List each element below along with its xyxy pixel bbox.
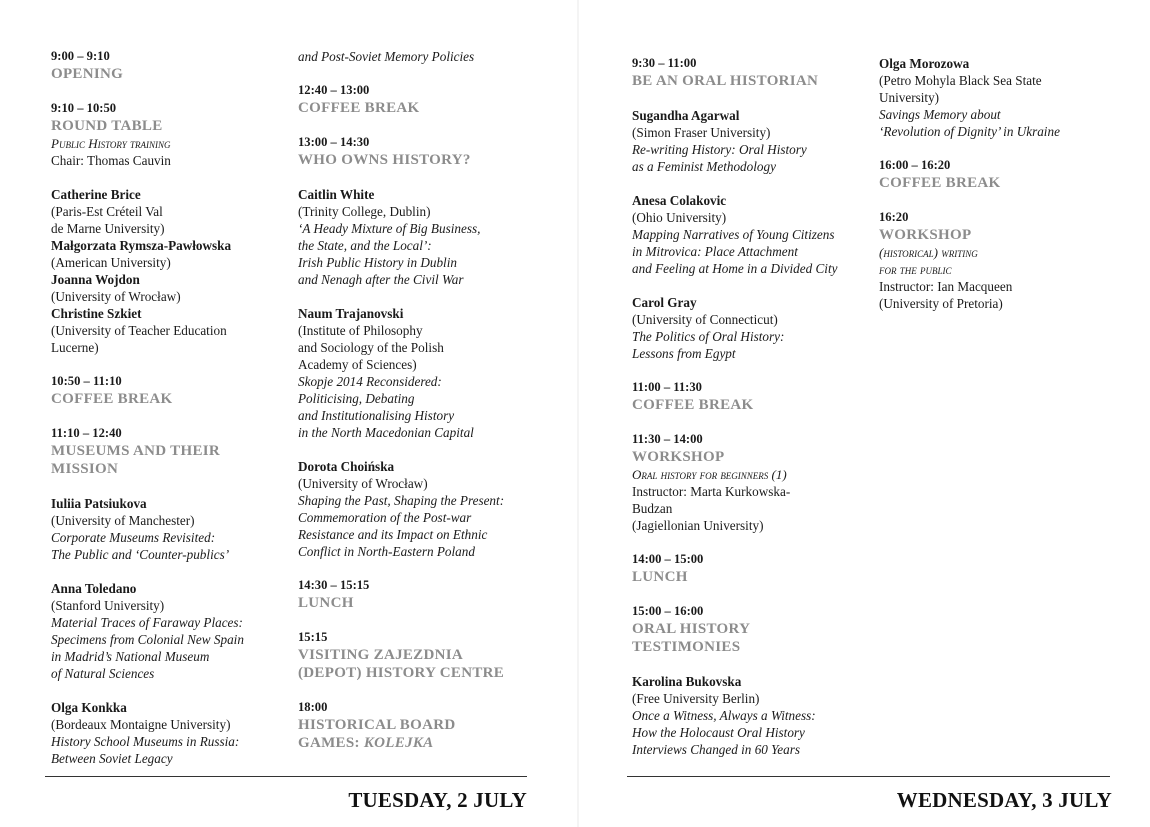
session-time: 16:00 – 16:20 bbox=[879, 158, 951, 172]
speaker-affiliation: (Simon Fraser University) bbox=[632, 125, 771, 140]
speaker-affiliation: (Petro Mohyla Black Sea State University) bbox=[879, 73, 1042, 105]
session-time: 11:30 – 14:00 bbox=[632, 432, 703, 446]
session-subtitle: Oral history for beginners (1) bbox=[632, 467, 787, 482]
session-title: OPENING bbox=[51, 66, 124, 82]
session-title: HISTORICAL BOARD GAMES: KOLEJKA bbox=[298, 717, 456, 751]
speaker-name: Catherine Brice bbox=[51, 187, 141, 202]
session-time: 9:30 – 11:00 bbox=[632, 56, 697, 70]
paper-title: Once a Witness, Always a Witness: How the Holocaust Oral History Interviews Changed in 60 Years bbox=[632, 708, 816, 757]
coffee-break bbox=[298, 82, 530, 117]
speaker-name: Christine Szkiet bbox=[51, 306, 142, 321]
speaker-affiliation: (University of Wrocław) bbox=[51, 289, 181, 304]
session-time: 14:30 – 15:15 bbox=[298, 578, 370, 592]
talk bbox=[298, 186, 530, 288]
speaker-affiliation: (University of Manchester) bbox=[51, 513, 195, 528]
session-time: 15:00 – 16:00 bbox=[632, 604, 704, 618]
wednesday-page bbox=[579, 0, 1150, 827]
session-title: ORAL HISTORY TESTIMONIES bbox=[632, 621, 751, 655]
talk bbox=[879, 55, 1119, 140]
oral-historian-session bbox=[632, 55, 864, 90]
speaker-affiliation: (Ohio University) bbox=[632, 210, 727, 225]
visit-session bbox=[298, 629, 530, 682]
session-time: 9:00 – 9:10 bbox=[51, 49, 110, 63]
speaker-name: Naum Trajanovski bbox=[298, 306, 404, 321]
session-title: WHO OWNS HISTORY? bbox=[298, 152, 471, 168]
speaker-affiliation: Lucerne) bbox=[51, 340, 99, 355]
paper-title: Material Traces of Faraway Places: Specimens from Colonial New Spain in Madrid’s National Museum of Natural Sciences bbox=[51, 615, 244, 681]
talk bbox=[51, 699, 271, 767]
wednesday-column-2 bbox=[879, 55, 1119, 329]
session-subtitle: Public History training bbox=[51, 136, 171, 151]
session-title: VISITING ZAJEZDNIA (DEPOT) HISTORY CENTRE bbox=[298, 647, 505, 681]
session-subtitle: (historical) writing for the public bbox=[879, 245, 978, 277]
wednesday-column-1 bbox=[632, 55, 864, 775]
paper-title: History School Museums in Russia: Between Soviet Legacy bbox=[51, 734, 240, 766]
session-time: 11:10 – 12:40 bbox=[51, 426, 122, 440]
speaker-name: Małgorzata Rymsza-Pawłowska bbox=[51, 238, 232, 253]
lunch bbox=[298, 577, 530, 612]
speaker-affiliation: (Bordeaux Montaigne University) bbox=[51, 717, 231, 732]
session-time: 9:10 – 10:50 bbox=[51, 101, 117, 115]
coffee-break bbox=[632, 379, 864, 414]
paper-title: Skopje 2014 Reconsidered: Politicising, Debating and Institutionalising History in the North Macedonian Capital bbox=[298, 374, 474, 440]
session-title: MUSEUMS AND THEIR MISSION bbox=[51, 443, 221, 477]
tuesday-column-1 bbox=[51, 48, 271, 784]
session-time: 11:00 – 11:30 bbox=[632, 380, 702, 394]
speaker-affiliation: (Institute of Philosophy and Sociology of the Polish Academy of Sciences) bbox=[298, 323, 444, 372]
round-table-session bbox=[51, 100, 271, 356]
session-chair: Chair: Thomas Cauvin bbox=[51, 153, 171, 168]
session-title: COFFEE BREAK bbox=[298, 100, 420, 116]
session-title: WORKSHOP bbox=[632, 449, 725, 465]
day-heading: TUESDAY, 2 JULY bbox=[348, 788, 527, 812]
session-time: 10:50 – 11:10 bbox=[51, 374, 122, 388]
talk bbox=[298, 458, 530, 560]
board-games-session bbox=[298, 699, 530, 752]
speaker-affiliation: (University of Wrocław) bbox=[298, 476, 428, 491]
speaker-affiliation: (University of Connecticut) bbox=[632, 312, 778, 327]
talk bbox=[632, 294, 864, 362]
paper-title: Corporate Museums Revisited: The Public and ‘Counter-publics’ bbox=[51, 530, 230, 562]
talk bbox=[632, 673, 864, 758]
speaker-name: Karolina Bukovska bbox=[632, 674, 742, 689]
paper-title: Savings Memory about ‘Revolution of Dignity’ in Ukraine bbox=[879, 107, 1060, 139]
who-owns-history-session bbox=[298, 134, 530, 169]
paper-title: Re-writing History: Oral History as a Feminist Methodology bbox=[632, 142, 807, 174]
footer-rule bbox=[627, 776, 1110, 777]
session-title: ROUND TABLE bbox=[51, 118, 163, 134]
workshop-instructor: Instructor: Marta Kurkowska- Budzan (Jagiellonian University) bbox=[632, 484, 791, 533]
workshop-session bbox=[879, 209, 1119, 312]
speaker-name: Dorota Choińska bbox=[298, 459, 395, 474]
footer-rule bbox=[45, 776, 527, 777]
day-heading: WEDNESDAY, 3 JULY bbox=[896, 788, 1112, 812]
session-title: COFFEE BREAK bbox=[632, 397, 754, 413]
session-title: LUNCH bbox=[632, 569, 688, 585]
talk bbox=[632, 192, 864, 277]
session-title: LUNCH bbox=[298, 595, 354, 611]
speaker-name: Anna Toledano bbox=[51, 581, 137, 596]
session-time: 16:20 bbox=[879, 210, 909, 224]
speaker-affiliation: (Stanford University) bbox=[51, 598, 165, 613]
paper-title: Shaping the Past, Shaping the Present: Commemoration of the Post-war Resistance and its Impact on Ethnic Conflict in North-Eastern Poland bbox=[298, 493, 505, 559]
workshop-session bbox=[632, 431, 864, 534]
speaker-affiliation: (Free University Berlin) bbox=[632, 691, 760, 706]
coffee-break bbox=[879, 157, 1119, 192]
speaker-affiliation: de Marne University) bbox=[51, 221, 165, 236]
speaker-name: Carol Gray bbox=[632, 295, 697, 310]
speaker-affiliation: (University of Teacher Education bbox=[51, 323, 227, 338]
session-title: COFFEE BREAK bbox=[879, 175, 1001, 191]
lunch bbox=[632, 551, 864, 586]
speaker-name: Olga Konkka bbox=[51, 700, 127, 715]
speaker-affiliation: (Paris-Est Créteil Val bbox=[51, 204, 163, 219]
session-title: BE AN ORAL HISTORIAN bbox=[632, 73, 819, 89]
session-time: 18:00 bbox=[298, 700, 328, 714]
tuesday-column-2 bbox=[298, 48, 530, 769]
session-title: COFFEE BREAK bbox=[51, 391, 173, 407]
speaker-name: Sugandha Agarwal bbox=[632, 108, 740, 123]
speaker-affiliation: (American University) bbox=[51, 255, 171, 270]
session-time: 13:00 – 14:30 bbox=[298, 135, 370, 149]
talk bbox=[51, 580, 271, 682]
coffee-break bbox=[51, 373, 271, 408]
session-title: WORKSHOP bbox=[879, 227, 972, 243]
testimonies-session bbox=[632, 603, 864, 656]
museums-session bbox=[51, 425, 271, 478]
talk bbox=[632, 107, 864, 175]
paper-title-continued: and Post-Soviet Memory Policies bbox=[298, 49, 475, 64]
session-time: 14:00 – 15:00 bbox=[632, 552, 704, 566]
session-time: 15:15 bbox=[298, 630, 328, 644]
speaker-name: Caitlin White bbox=[298, 187, 375, 202]
speaker-affiliation: (Trinity College, Dublin) bbox=[298, 204, 431, 219]
paper-title: Mapping Narratives of Young Citizens in Mitrovica: Place Attachment and Feeling at Home in a Divided City bbox=[632, 227, 838, 276]
speaker-name: Anesa Colakovic bbox=[632, 193, 727, 208]
speaker-name: Olga Morozowa bbox=[879, 56, 970, 71]
opening-session bbox=[51, 48, 271, 83]
workshop-instructor: Instructor: Ian Macqueen (University of Pretoria) bbox=[879, 279, 1013, 311]
session-time: 12:40 – 13:00 bbox=[298, 83, 370, 97]
speaker-name: Iuliia Patsiukova bbox=[51, 496, 147, 511]
speaker-name: Joanna Wojdon bbox=[51, 272, 140, 287]
talk bbox=[298, 305, 530, 441]
talk bbox=[51, 495, 271, 563]
paper-title: The Politics of Oral History: Lessons from Egypt bbox=[632, 329, 785, 361]
paper-title: ‘A Heady Mixture of Big Business, the State, and the Local’: Irish Public History in Dublin and Nenagh after the Civil War bbox=[298, 221, 481, 287]
